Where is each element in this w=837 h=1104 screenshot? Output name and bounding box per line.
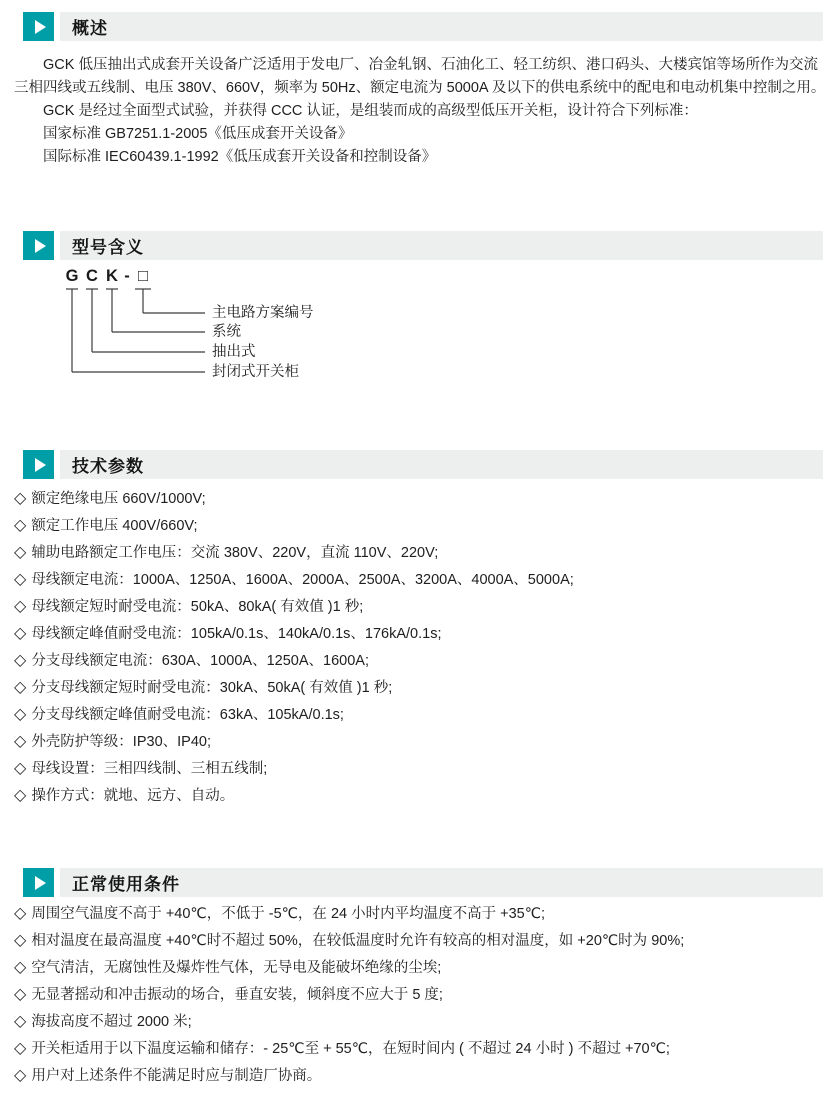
tech-param-item	[14, 673, 837, 700]
diamond-bullet-icon: ◇	[14, 1039, 27, 1057]
diamond-bullet-icon: ◇	[14, 651, 27, 669]
overview-paragraph: GCK 低压抽出式成套开关设备广泛适用于发电厂、冶金轧钢、石油化工、轻工纺织、港口码头、大楼宾馆等场所作为交流三相四线或五线制、电压 380V、660V，频率为 50Hz、额定电流为 5000A 及以下的供电系统中的配电和电动机集中控制之用。	[14, 57, 826, 96]
diamond-bullet-icon: ◇	[14, 759, 27, 777]
usage-header-bar	[60, 868, 823, 897]
tech-header-bar	[60, 450, 823, 479]
usage-condition-item	[14, 1061, 837, 1088]
tech-param-list	[0, 484, 837, 808]
tech-param-item	[14, 592, 837, 619]
diamond-bullet-icon: ◇	[14, 516, 27, 534]
diamond-bullet-icon: ◇	[14, 1012, 27, 1030]
diamond-bullet-icon: ◇	[14, 570, 27, 588]
overview-paragraph: 国家标准 GB7251.1-2005《低压成套开关设备》	[43, 126, 353, 142]
tech-param-item	[14, 727, 837, 754]
triangle-glyph	[35, 239, 46, 253]
diamond-bullet-icon: ◇	[14, 786, 27, 804]
usage-title: 正常使用条件	[72, 875, 180, 894]
triangle-glyph	[35, 458, 46, 472]
diamond-bullet-icon: ◇	[14, 705, 27, 723]
usage-condition-item	[14, 1034, 837, 1061]
overview-title: 概述	[72, 19, 108, 38]
tech-param-text: 母线设置：三相四线制、三相五线制;	[31, 761, 268, 777]
usage-condition-text: 用户对上述条件不能满足时应与制造厂协商。	[31, 1068, 322, 1084]
tech-param-item	[14, 619, 837, 646]
overview-body	[14, 54, 827, 169]
diamond-bullet-icon: ◇	[14, 624, 27, 642]
model-title: 型号含义	[72, 238, 144, 257]
model-code-label: 封闭式开关柜	[212, 364, 299, 380]
usage-condition-item	[14, 926, 837, 953]
diamond-bullet-icon: ◇	[14, 732, 27, 750]
tech-param-text: 额定工作电压 400V/660V;	[31, 518, 198, 534]
triangle-glyph	[35, 20, 46, 34]
usage-condition-text: 相对温度在最高温度 +40℃时不超过 50%，在较低温度时允许有较高的相对温度，如 +20℃时为 90%;	[31, 933, 685, 949]
diamond-bullet-icon: ◇	[14, 678, 27, 696]
play-icon	[23, 450, 54, 479]
usage-condition-item	[14, 953, 837, 980]
tech-param-item	[14, 700, 837, 727]
tech-param-text: 额定绝缘电压 660V/1000V;	[31, 491, 206, 507]
model-header	[23, 231, 823, 260]
play-icon	[23, 12, 54, 41]
play-icon	[23, 231, 54, 260]
triangle-glyph	[35, 876, 46, 890]
usage-header	[23, 868, 823, 897]
usage-condition-text: 无显著摇动和冲击振动的场合，垂直安装，倾斜度不应大于 5 度;	[31, 987, 443, 1003]
usage-condition-text: 空气清洁，无腐蚀性及爆炸性气体，无导电及能破坏绝缘的尘埃;	[31, 960, 442, 976]
section-usage-conditions	[0, 868, 837, 1088]
usage-condition-text: 周围空气温度不高于 +40℃，不低于 -5℃，在 24 小时内平均温度不高于 +35℃;	[31, 906, 546, 922]
diamond-bullet-icon: ◇	[14, 1066, 27, 1084]
overview-header-bar	[60, 12, 823, 41]
tech-param-text: 外壳防护等级：IP30、IP40;	[31, 734, 211, 750]
tech-param-item	[14, 484, 837, 511]
tech-param-item	[14, 538, 837, 565]
model-code-char: G	[65, 267, 79, 285]
model-code-char: -	[124, 267, 130, 285]
model-code-diagram	[0, 265, 837, 391]
model-code-box-char: □	[138, 267, 148, 285]
overview-paragraph: GCK 是经过全面型式试验，并获得 CCC 认证，是组装而成的高级型低压开关柜，设计符合下列标准：	[43, 103, 698, 119]
model-code-label: 抽出式	[212, 344, 256, 360]
tech-param-text: 母线额定短时耐受电流：50kA、80kA( 有效值 )1 秒;	[31, 599, 364, 615]
tech-title: 技术参数	[72, 457, 144, 476]
section-model-meaning	[0, 231, 837, 391]
diamond-bullet-icon: ◇	[14, 597, 27, 615]
tech-param-item	[14, 646, 837, 673]
usage-condition-item	[14, 980, 837, 1007]
usage-condition-item	[14, 899, 837, 926]
section-tech-params	[0, 450, 837, 808]
tech-param-text: 分支母线额定短时耐受电流：30kA、50kA( 有效值 )1 秒;	[31, 680, 393, 696]
model-code-label: 系统	[212, 324, 241, 340]
model-code-char: C	[86, 267, 98, 285]
tech-param-text: 母线额定电流：1000A、1250A、1600A、2000A、2500A、3200A、4000A、5000A;	[31, 572, 574, 588]
usage-condition-text: 海拔高度不超过 2000 米;	[31, 1014, 192, 1030]
diamond-bullet-icon: ◇	[14, 958, 27, 976]
section-overview	[0, 12, 837, 169]
tech-header	[23, 450, 823, 479]
usage-condition-item	[14, 1007, 837, 1034]
tech-param-text: 辅助电路额定工作电压：交流 380V、220V，直流 110V、220V;	[31, 545, 439, 561]
tech-param-item	[14, 754, 837, 781]
diamond-bullet-icon: ◇	[14, 543, 27, 561]
diamond-bullet-icon: ◇	[14, 931, 27, 949]
model-code-label: 主电路方案编号	[212, 305, 314, 321]
tech-param-text: 操作方式：就地、远方、自动。	[31, 788, 235, 804]
diamond-bullet-icon: ◇	[14, 904, 27, 922]
tech-param-text: 分支母线额定峰值耐受电流：63kA、105kA/0.1s;	[31, 707, 344, 723]
usage-condition-list	[0, 899, 837, 1088]
tech-param-item	[14, 511, 837, 538]
tech-param-item	[14, 781, 837, 808]
tech-param-item	[14, 565, 837, 592]
diamond-bullet-icon: ◇	[14, 985, 27, 1003]
model-header-bar	[60, 231, 823, 260]
tech-param-text: 母线额定峰值耐受电流：105kA/0.1s、140kA/0.1s、176kA/0.1s;	[31, 626, 442, 642]
overview-header	[23, 12, 823, 41]
model-code-char: K	[106, 267, 118, 285]
tech-param-text: 分支母线额定电流：630A、1000A、1250A、1600A;	[31, 653, 369, 669]
play-icon	[23, 868, 54, 897]
diamond-bullet-icon: ◇	[14, 489, 27, 507]
usage-condition-text: 开关柜适用于以下温度运输和储存：- 25℃至 + 55℃，在短时间内 ( 不超过 24 小时 ) 不超过 +70℃;	[31, 1041, 670, 1057]
overview-paragraph: 国际标准 IEC60439.1-1992《低压成套开关设备和控制设备》	[43, 149, 437, 165]
